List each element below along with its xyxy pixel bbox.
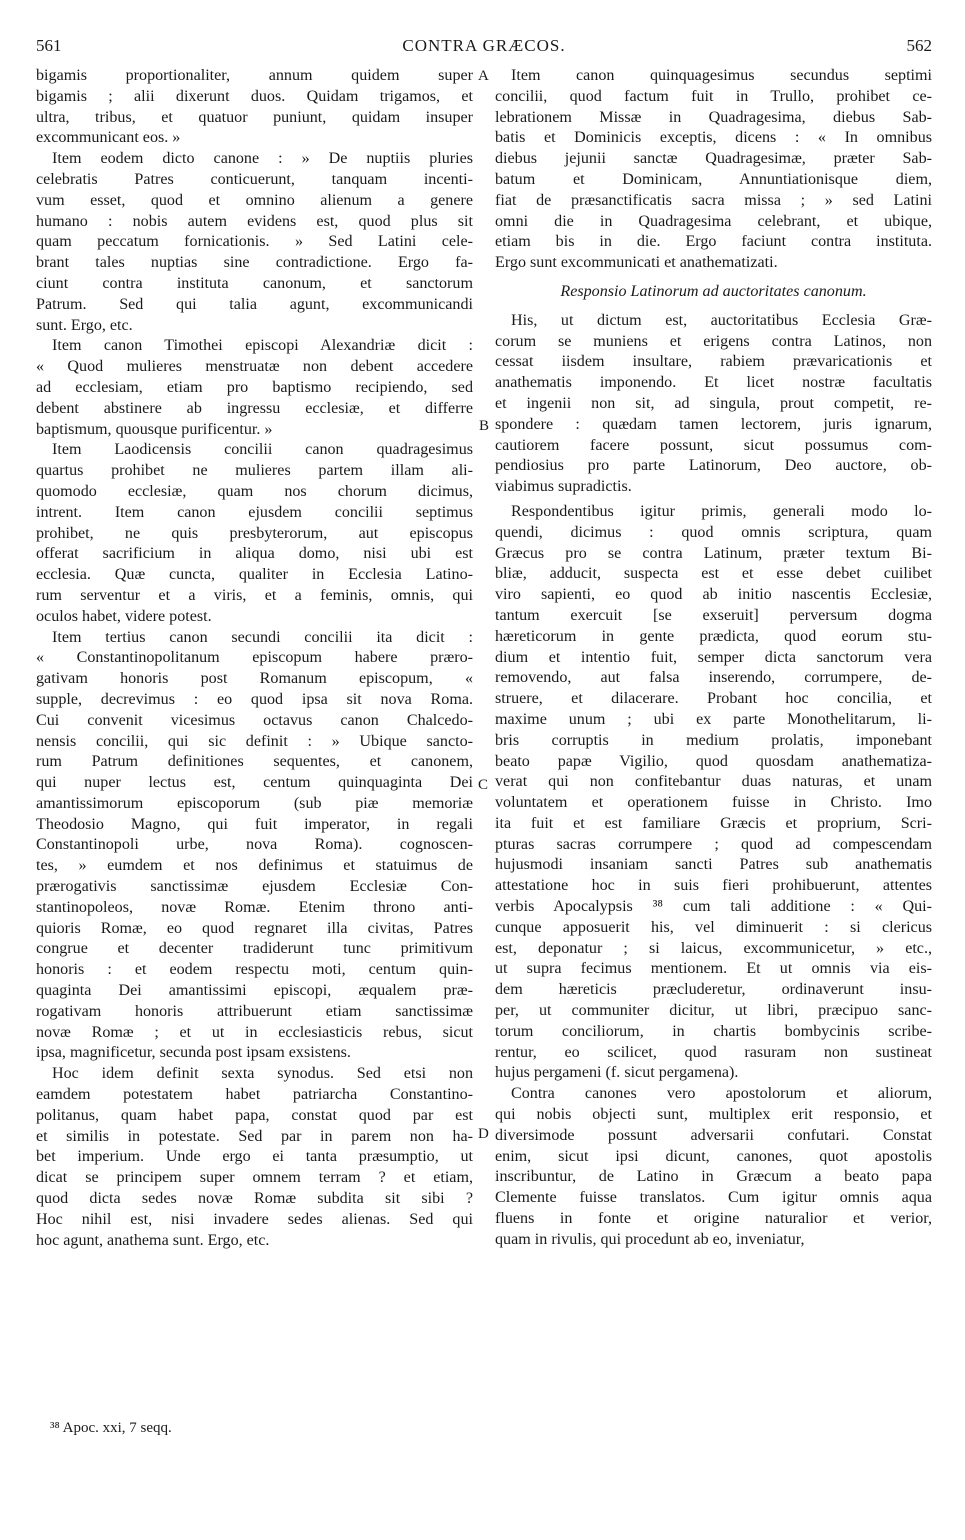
text-line: viro sapienti, eo quod ab initio nascentis Ecclesiæ, — [495, 586, 932, 604]
text-line: intrent. Item canon ejusdem concilii septimus — [36, 503, 473, 521]
text-line: quioris Romæ, eo quod regnaret illa civitas, Patres — [36, 919, 473, 937]
text-line: baptismum, quousque purificentur. » — [36, 420, 273, 438]
text-line: eamdem potestatem habet patriarcha Constantino- — [36, 1086, 473, 1104]
text-line: debent abstinere ab ingressu ecclesiæ, et differre — [36, 399, 473, 417]
text-line: Hoc idem definit sexta synodus. Sed etsi non — [52, 1065, 473, 1083]
margin-letter-a: A — [478, 68, 489, 84]
text-line: verat qui non confitebantur duas naturas, et unam — [495, 773, 932, 791]
text-line: bliæ, adducit, suspecta est et esse debet cuilibet — [495, 565, 932, 583]
text-line: Item tertius canon secundi concilii ita dicit : — [52, 628, 473, 646]
text-line: voluntatem et operationem fuisse in Christo. Imo — [495, 794, 932, 812]
text-line: brant tales nuptias sine contradictione. Ergo fa- — [36, 254, 473, 272]
text-line: omni die in Quadragesima celebrant, et ubique, — [495, 212, 932, 230]
text-line: cautiorem facere possunt, sicut possumus com- — [495, 436, 932, 454]
text-line: dicat se principem super omnem terram ? et etiam, — [36, 1169, 473, 1187]
text-line: Ergo sunt excommunicati et anathematizati. — [495, 254, 778, 272]
text-line: excommunicant eos. » — [36, 129, 181, 147]
text-line: lebrationem Missæ in Quadragesima, diebus Sab- — [495, 108, 932, 126]
text-line: qui nobis objecti sunt, multiplex erit responsio, et — [495, 1106, 932, 1124]
text-line: enim, sicut ipsi dicunt, canones, quot apostolis — [495, 1147, 932, 1165]
text-line: vum esset, quod et omnino alienum a genere — [36, 191, 473, 209]
text-line: « Constantinopolitanum episcopum habere præro- — [36, 649, 473, 667]
text-line: His, ut dictum est, auctoritatibus Ecclesia Græ- — [511, 311, 932, 329]
text-line: Contra canones vero apostolorum et aliorum, — [511, 1085, 932, 1103]
text-line: et ingenii non sit, ad singula, prout competit, re- — [495, 394, 932, 412]
text-line: viabimus supradictis. — [495, 478, 632, 496]
text-line: diversimode possunt adversarii confutari. Constat — [495, 1126, 932, 1144]
text-line: bet imperium. Unde ergo ei tanta præsumptio, ut — [36, 1148, 473, 1166]
text-line: inscribuntur, de Latino in Græcum a beato papa — [495, 1168, 932, 1186]
text-line: cunque apposuerit his, vel diminuerit : si clericus — [495, 918, 932, 936]
text-line: Item eodem dicto canone : » De nuptiis pluries — [52, 150, 473, 168]
text-line: novæ Romæ ; et ut in ecclesiasticis rebus, sicut — [36, 1023, 473, 1041]
text-line: est, deponatur ; si laicus, excommunicetur, » etc., — [495, 939, 932, 957]
text-line: hoc agunt, anathema sunt. Ergo, etc. — [36, 1231, 270, 1249]
text-line: ultra, tribus, et quatuor puniunt, quidam insuper — [36, 108, 473, 126]
text-line: struere, et dilacerare. Probant hoc concilia, et — [495, 690, 932, 708]
text-line: gativam honoris post Romanum episcopum, « — [36, 670, 473, 688]
text-line: dium et intentio fuit, semper dicta sanctorum vera — [495, 648, 932, 666]
text-line: Item canon quinquagesimus secundus septimi — [511, 67, 932, 84]
text-line: rogativam honoris attribuerunt etiam sanctissimæ — [36, 1002, 473, 1020]
text-line: batis et Dominicis exceptis, dicens : « In omnibus — [495, 129, 932, 147]
running-title: CONTRA GRÆCOS. — [402, 36, 566, 55]
text-line: tes, » eumdem et nos definimus et statuimus de — [36, 857, 473, 875]
text-line: per, ut communiter dicitur, ut libri, præcipuo sanc- — [495, 1002, 932, 1020]
footnote: ³⁸ Apoc. xxi, 7 seqq. — [50, 1420, 172, 1436]
margin-letter-b: B — [479, 418, 490, 434]
margin-letter-d: D — [478, 1126, 489, 1142]
text-line: Clemente fuisse translatos. Cum igitur omnis aqua — [495, 1189, 932, 1207]
text-line: prærogativis sanctissimæ ejusdem Ecclesiæ Con- — [36, 878, 473, 896]
text-line: corum se muniens et erigens contra Latinos, non — [495, 332, 932, 350]
text-line: Respondentibus igitur primis, generali modo lo- — [511, 502, 932, 520]
text-line: Græcus pro se contra Latinum, præter textum Bi- — [495, 544, 932, 562]
text-line: Item canon Timothei episcopi Alexandriæ dicit : — [52, 337, 473, 355]
right-column — [495, 66, 932, 1251]
text-line: qui nuper lectus est, centum quinquaginta Dei — [36, 774, 473, 792]
text-line: fiat de præsanctificatis sacra missa ; » sed Latini — [495, 191, 932, 209]
text-line: amantissimorum episcoporum (sub piæ memoriæ — [36, 794, 473, 812]
text-line: spondere : quædam tamen lectorem, juris ignarum, — [495, 415, 932, 433]
text-line: etiam bis in die. Ergo faciunt contra instituta. — [495, 233, 932, 251]
text-line: verbis Apocalypsis ³⁸ cum tali additione : « Qui- — [495, 898, 932, 916]
text-line: hujus pergameni (f. sicut pergamena). — [495, 1064, 739, 1082]
text-line: cessat iisdem insultare, rabiem prævaricationis et — [495, 353, 932, 371]
text-line: bigamis proportionaliter, annum quidem super — [36, 67, 473, 84]
text-line: quam in rivulis, qui procedunt ab eo, inveniatur, — [495, 1230, 805, 1248]
text-line: rentur, eo scilicet, quod rasuram non sustineat — [495, 1043, 932, 1061]
text-line: batum et Dominicam, Annuntiationisque diem, — [495, 170, 932, 188]
text-line: politanus, quam habet papa, constat quod par est — [36, 1106, 473, 1124]
text-line: torum conciliorum, in chartis bombycinis scribe- — [495, 1022, 932, 1040]
text-line: Patrum. Sed qui talia agunt, excommunicandi — [36, 295, 473, 313]
text-line: concilii, quod factum fuit in Trullo, prohibet ce- — [495, 87, 932, 105]
text-line: congrue et decenter tradiderunt tunc primitivum — [36, 940, 473, 958]
text-line: hujusmodi insaniam sancti Patres sub anathematis — [495, 856, 932, 874]
text-line: bris corruptis in medium prolatis, imponebant — [495, 731, 932, 749]
text-line: ad ecclesiam, etiam pro baptismo recipiendo, sed — [36, 378, 473, 396]
text-line: prohibet, ne quis presbyterorum, aut episcopus — [36, 524, 473, 542]
text-line: rum serventur et a viris, et a feminis, omnis, qui — [36, 586, 473, 604]
text-line: rum Patrum definitiones sequentes, et canonem, — [36, 753, 473, 771]
text-line: « Quod mulieres menstruatæ non debent accedere — [36, 358, 473, 376]
text-line: quod dicta sedes novæ Romæ subdita sit sibi ? — [36, 1190, 473, 1208]
margin-letter-c: C — [478, 777, 489, 793]
running-header — [36, 36, 932, 60]
text-line: quendi, dicimus : quod omnis scriptura, quam — [495, 523, 932, 541]
text-line: Hoc nihil est, nisi invadere sedes alienas. Sed qui — [36, 1210, 473, 1228]
text-line: supple, decrevimus : eo quod ipsa sit nova Roma. — [36, 690, 473, 708]
text-line: hæreticorum in gente prædicta, quod eorum stu- — [495, 627, 932, 645]
text-line: Theodosio Magno, qui fuit imperator, in regali — [36, 815, 473, 833]
text-line: ciunt contra instituta canonum, et sanctorum — [36, 274, 473, 292]
text-line: Cui convenit vicesimus octavus canon Chalcedo- — [36, 711, 473, 729]
text-line: quaginta Dei amantissimi episcopi, æqualem præ- — [36, 982, 473, 1000]
text-line: removendo, aut falsa inserendo, corrumpere, de- — [495, 669, 932, 687]
text-line: Constantinopoli urbe, nova Roma). cognoscen- — [36, 836, 473, 854]
text-line: offerat sacrificium in aliqua domo, nisi ubi est — [36, 545, 473, 563]
text-line: Item Laodicensis concilii canon quadragesimus — [52, 441, 473, 459]
text-line: sunt. Ergo, etc. — [36, 316, 133, 334]
text-line: ipsa, magnificetur, secunda post ipsam exsistens. — [36, 1044, 351, 1062]
text-line: attestatione hoc in suis fieri prohibuerunt, attentes — [495, 877, 932, 895]
text-line: dem hæreticis præcluderetur, ordinaverunt insu- — [495, 981, 932, 999]
page-number-right: 562 — [906, 36, 932, 55]
text-line: et similis in potestate. Sed par in parem non ha- — [36, 1127, 473, 1145]
text-line: pendiosius pro parte Latinorum, Deo auctore, ob- — [495, 457, 932, 475]
text-line: beato papæ Vigilio, quod quosdam anathematiza- — [495, 752, 932, 770]
text-line: diebus jejunii sanctæ Quadragesimæ, præter Sab- — [495, 150, 932, 168]
text-line: celebratis Patres conticuerunt, tanquam incenti- — [36, 170, 473, 188]
text-line: humano : nobis autem evidens est, quod plus sit — [36, 212, 473, 230]
text-line: honoris : et eodem respectu moti, centum quin- — [36, 961, 473, 979]
text-line: tantum exercuit [se exseruit] perversum dogma — [495, 606, 932, 624]
text-line: oculos habet, videre potest. — [36, 607, 212, 625]
left-column — [36, 66, 473, 1251]
text-line: quomodo ecclesiæ, quam nos chorum dicimus, — [36, 482, 473, 500]
text-line: quartus prohibet ne mulieres partem illam ali- — [36, 462, 473, 480]
text-line: ut supra fecimus mentionem. Et ut omnis via eis- — [495, 960, 932, 978]
text-line: maxime unum ; ubi ex parte Monothelitarum, li- — [495, 710, 932, 728]
text-line: stantinopoleos, novæ Romæ. Etenim throno anti- — [36, 898, 473, 916]
text-line: bigamis ; alii dixerunt duos. Quidam trigamos, et — [36, 87, 473, 105]
text-line: fluens in fonte et origine naturalior et verior, — [495, 1210, 932, 1228]
text-line: pturas sacras corrumpere ; quod ad compescendam — [495, 835, 932, 853]
text-line: nensis concilii, qui sic definit : » Ubique sancto- — [36, 732, 473, 750]
text-line: anathematis imponendo. Et licet nostræ facultatis — [495, 374, 932, 392]
text-line: ita fuit et est familiare Græcis et proprium, Scri- — [495, 814, 932, 832]
page-number-left: 561 — [36, 36, 62, 55]
text-line: quam peccatum fornicationis. » Sed Latini cele- — [36, 233, 473, 251]
text-line: ecclesia. Quæ cuncta, qualiter in Ecclesia Latino- — [36, 566, 473, 584]
section-heading: Responsio Latinorum ad auctoritates canonum. — [560, 282, 867, 300]
